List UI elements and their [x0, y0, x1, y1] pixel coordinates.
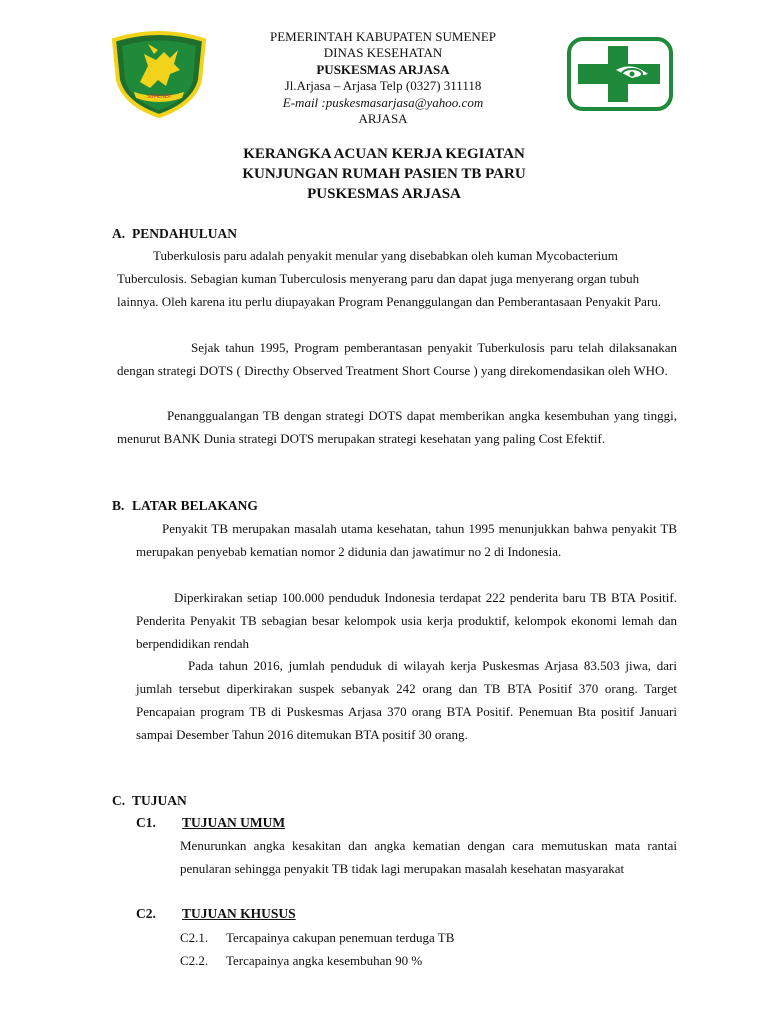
- document-title: [0, 144, 768, 204]
- letterhead-email: E-mail :puskesmasarjasa@yahoo.com: [282, 94, 484, 110]
- letterhead-city: ARJASA: [358, 111, 408, 127]
- subsection-c2-title: TUJUAN KHUSUS: [182, 906, 296, 921]
- letterhead-department: DINAS KESEHATAN: [323, 45, 443, 61]
- subsection-c1-paragraph: Menurunkan angka kesakitan dan angka kematian dengan cara memutuskan mata rantai penularan sehingga penyakit TB tidak lagi merupakan masalah kesehatan masyarakat: [180, 838, 677, 876]
- title-line-2: KUNJUNGAN RUMAH PASIEN TB PARU: [242, 166, 526, 182]
- title-line-3: PUSKESMAS ARJASA: [307, 186, 461, 202]
- section-b-paragraph-3: Pada tahun 2016, jumlah penduduk di wilayah kerja Puskesmas Arjasa 83.503 jiwa, dari jumlah tersebut diperkirakan suspek sebanyak 242 orang dan TB BTA Positif 370 orang. Target Pencapaian program TB di Puskesmas Arjasa 370 orang BTA Positif. Penemuan Bta positif Januari sampai Desember Tahun 2016 ditemukan BTA positif 30 orang.: [136, 658, 677, 742]
- section-b-heading: [112, 498, 258, 514]
- list-item-text: Tercapainya cakupan penemuan terduga TB: [226, 930, 455, 945]
- section-c-letter: C.: [112, 793, 126, 808]
- section-a-paragraph-2: Sejak tahun 1995, Program pemberantasan penyakit Tuberkulosis paru telah dilaksanakan dengan strategi DOTS ( Directhy Observed Treatment Short Course ) yang direkomendasikan oleh WHO.: [117, 340, 677, 378]
- letterhead-puskesmas: PUSKESMAS ARJASA: [316, 61, 450, 77]
- section-a-paragraph-3: Penanggualangan TB dengan strategi DOTS dapat memberikan angka kesembuhan yang tinggi, menurut BANK Dunia strategi DOTS merupakan strategi kesehatan yang paling Cost Efektif.: [117, 408, 677, 446]
- subsection-c1-heading: [136, 815, 285, 831]
- list-item-number: C2.2.: [180, 953, 209, 968]
- subsection-c2-number: C2.: [136, 906, 156, 921]
- section-b-paragraph-1: Penyakit TB merupakan masalah utama kesehatan, tahun 1995 menunjukkan bahwa penyakit TB merupakan penyebab kematian nomor 2 didunia dan jawatimur no 2 di Indonesia.: [136, 521, 677, 559]
- section-c-heading: [112, 793, 187, 809]
- title-line-1: KERANGKA ACUAN KERJA KEGIATAN: [243, 146, 525, 162]
- subsection-c1-title: TUJUAN UMUM: [182, 815, 286, 830]
- section-b-title: LATAR BELAKANG: [132, 498, 258, 513]
- subsection-c1-number: C1.: [136, 815, 156, 830]
- section-b-paragraph-2: Diperkirakan setiap 100.000 penduduk Indonesia terdapat 222 penderita baru TB BTA Positif. Penderita Penyakit TB sebagian besar kelompok usia kerja produktif, kelompok ekonomi lemah dan berpendidikan rendah: [136, 590, 677, 651]
- section-a-letter: A.: [112, 226, 126, 241]
- list-item: [180, 930, 454, 946]
- section-a-heading: [112, 226, 237, 242]
- sumenep-logo: [108, 30, 210, 118]
- subsection-c2-heading: [136, 906, 296, 922]
- letterhead-government: PEMERINTAH KABUPATEN SUMENEP: [269, 29, 496, 44]
- letterhead: [218, 29, 548, 127]
- section-b-letter: B.: [112, 498, 125, 513]
- puskesmas-logo: [566, 36, 674, 112]
- logo-text: SUMENEP: [146, 94, 172, 100]
- section-c-title: TUJUAN: [132, 793, 187, 808]
- list-item: [180, 953, 422, 969]
- list-item-text: Tercapainya angka kesembuhan 90 %: [226, 953, 423, 968]
- section-a-paragraph-1: Tuberkulosis paru adalah penyakit menular yang disebabkan oleh kuman Mycobacterium Tuberculosis. Sebagian kuman Tuberculosis menyerang paru dan dapat juga menyerang organ tubuh lainnya. Oleh karena itu perlu diupayakan Program Penanggulangan dan Pemberantasaan Penyakit Paru.: [117, 248, 662, 309]
- section-a-title: PENDAHULUAN: [132, 226, 238, 241]
- letterhead-address: Jl.Arjasa – Arjasa Telp (0327) 311118: [284, 78, 482, 94]
- list-item-number: C2.1.: [180, 930, 209, 945]
